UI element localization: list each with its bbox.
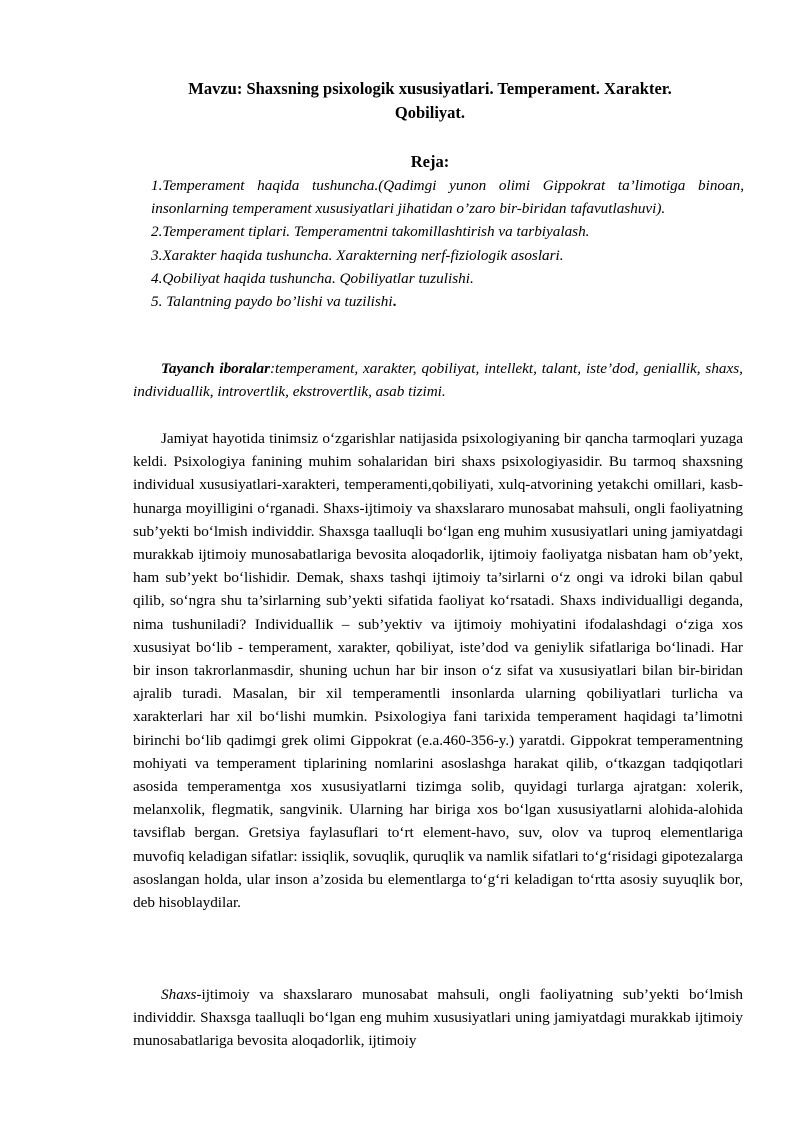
plan-item-1: 1.Temperament haqida tushuncha.(Qadimgi yunon olimi Gippokrat ta’limotiga binoan, insonlarning temperament xususiyatlari jihatidan o’zaro bir-biridan tafavutlashuvi). <box>151 177 744 218</box>
key-terms-list: :temperament, xarakter, qobiliyat, intellekt, talant, iste’dod, geniallik, shaxs, individuallik, introvertlik, ekstrovertlik, asab tizimi. <box>133 360 743 401</box>
body-paragraph-2 <box>133 983 743 1053</box>
paragraph-2-text: -ijtimoiy va shaxslararo munosabat mahsuli, ongli faoliyatning sub’yekti bo‘lmish individdir. Shaxsga taalluqli bo‘lgan eng muhim xususiyatlari uning jamiyatdagi murakkab ijtimoiy munosabatlariga bevosita aloqadorlik, ijtimoiy <box>133 986 743 1050</box>
plan-item-2: 2.Temperament tiplari. Temperamentni takomillashtirish va tarbiyalash. <box>151 223 590 241</box>
plan-heading: Reja: <box>410 152 450 171</box>
document-title <box>140 77 720 125</box>
title-line-1: Mavzu: Shaxsning psixologik xususiyatlari. Temperament. Xarakter. <box>188 79 672 98</box>
title-line-2: Qobiliyat. <box>394 103 466 122</box>
key-terms-label: Tayanch iboralar <box>161 360 270 377</box>
paragraph-2-lead: Shaxs <box>161 986 197 1003</box>
plan-item-5 <box>151 290 744 313</box>
plan-item-5-text: 5. Talantning paydo bo’lishi va tuzilishi <box>151 293 393 311</box>
key-terms <box>133 357 743 403</box>
plan-item-4: 4.Qobiliyat haqida tushuncha. Qobiliyatlar tuzulishi. <box>151 269 474 287</box>
body-paragraph-1: Jamiyat hayotida tinimsiz o‘zgarishlar natijasida psixologiyaning bir qancha tarmoqlari yuzaga keldi. Psixologiya fanining muhim sohalaridan biri shaxs psixologiyasidir. Bu tarmoq shaxsning individual xususiyatlari-xarakteri, temperamenti,qobiliyati, xulq-atvorining yetakchi omillari, kasb-hunarga moyilligini o‘rganadi. Shaxs-ijtimoiy va shaxslararo munosabat mahsuli, ongli faoliyatning sub’yekti bo‘lmish individdir. Shaxsga taalluqli bo‘lgan eng muhim xususiyatlari uning jamiyatdagi murakkab ijtimoiy munosabatlariga bevosita aloqadorlik, ijtimoiy faoliyatga nisbatan ham ob’yekt, ham sub’yekt bo‘lishidir. Demak, shaxs tashqi ijtimoiy ta’sirlarni o‘z ongi va idroki bilan qabul qilib, so‘ngra shu ta’sirlarning sub’yekti sifatida faoliyat ko‘rsatadi. Shaxs individualligi deganda, nima tushuniladi? Individuallik – sub’yektiv va ijtimoiy mohiyatini ifodalashdagi o‘ziga xos xususiyat bo‘lib - temperament, xarakter, qobiliyat, iste’dod va geniylik sifatlariga bo‘linadi. Har bir inson takrorlanmasdir, shuning uchun har bir inson o‘z sifat va xususiyatlari bilan bir-biridan ajralib turadi. Masalan, bir xil temperamentli insonlarda ularning qobiliyatlari turlicha va xarakterlari har xil bo‘lishi mumkin. Psixologiya fani tarixida temperament haqidagi ta’limotni birinchi bo‘lib qadimgi grek olimi Gippokrat (e.a.460-356-y.) yaratdi. Gippokrat temperamentning mohiyati va temperament tiplarining nomlarini asoslashga harakat qilib, o‘tkazgan tadqiqotlari asosida temperamentga xos xususiyatlarni tizimga solib, quyidagi turlarga ajratgan: xolerik, melanxolik, flegmatik, sangvinik. Ularning har biriga xos bo‘lgan xususiyatlarni alohida-alohida tavsiflab bergan. Gretsiya faylasuflari to‘rt element-havo, suv, olov va tuproq elementlariga muvofiq keladigan sifatlar: issiqlik, sovuqlik, quruqlik va namlik sifatlari to‘g‘risidagi gipotezalarga asoslangan holda, ular inson a’zosida bu elementlarga to‘g‘ri keladigan to‘rtta asosiy suyuqlik bor, deb hisoblaydilar. <box>133 430 743 912</box>
plan-item-5-dot: . <box>392 293 397 311</box>
plan-item-3: 3.Xarakter haqida tushuncha. Xarakterning nerf-fiziologik asoslari. <box>151 246 564 264</box>
plan-list <box>151 174 744 313</box>
